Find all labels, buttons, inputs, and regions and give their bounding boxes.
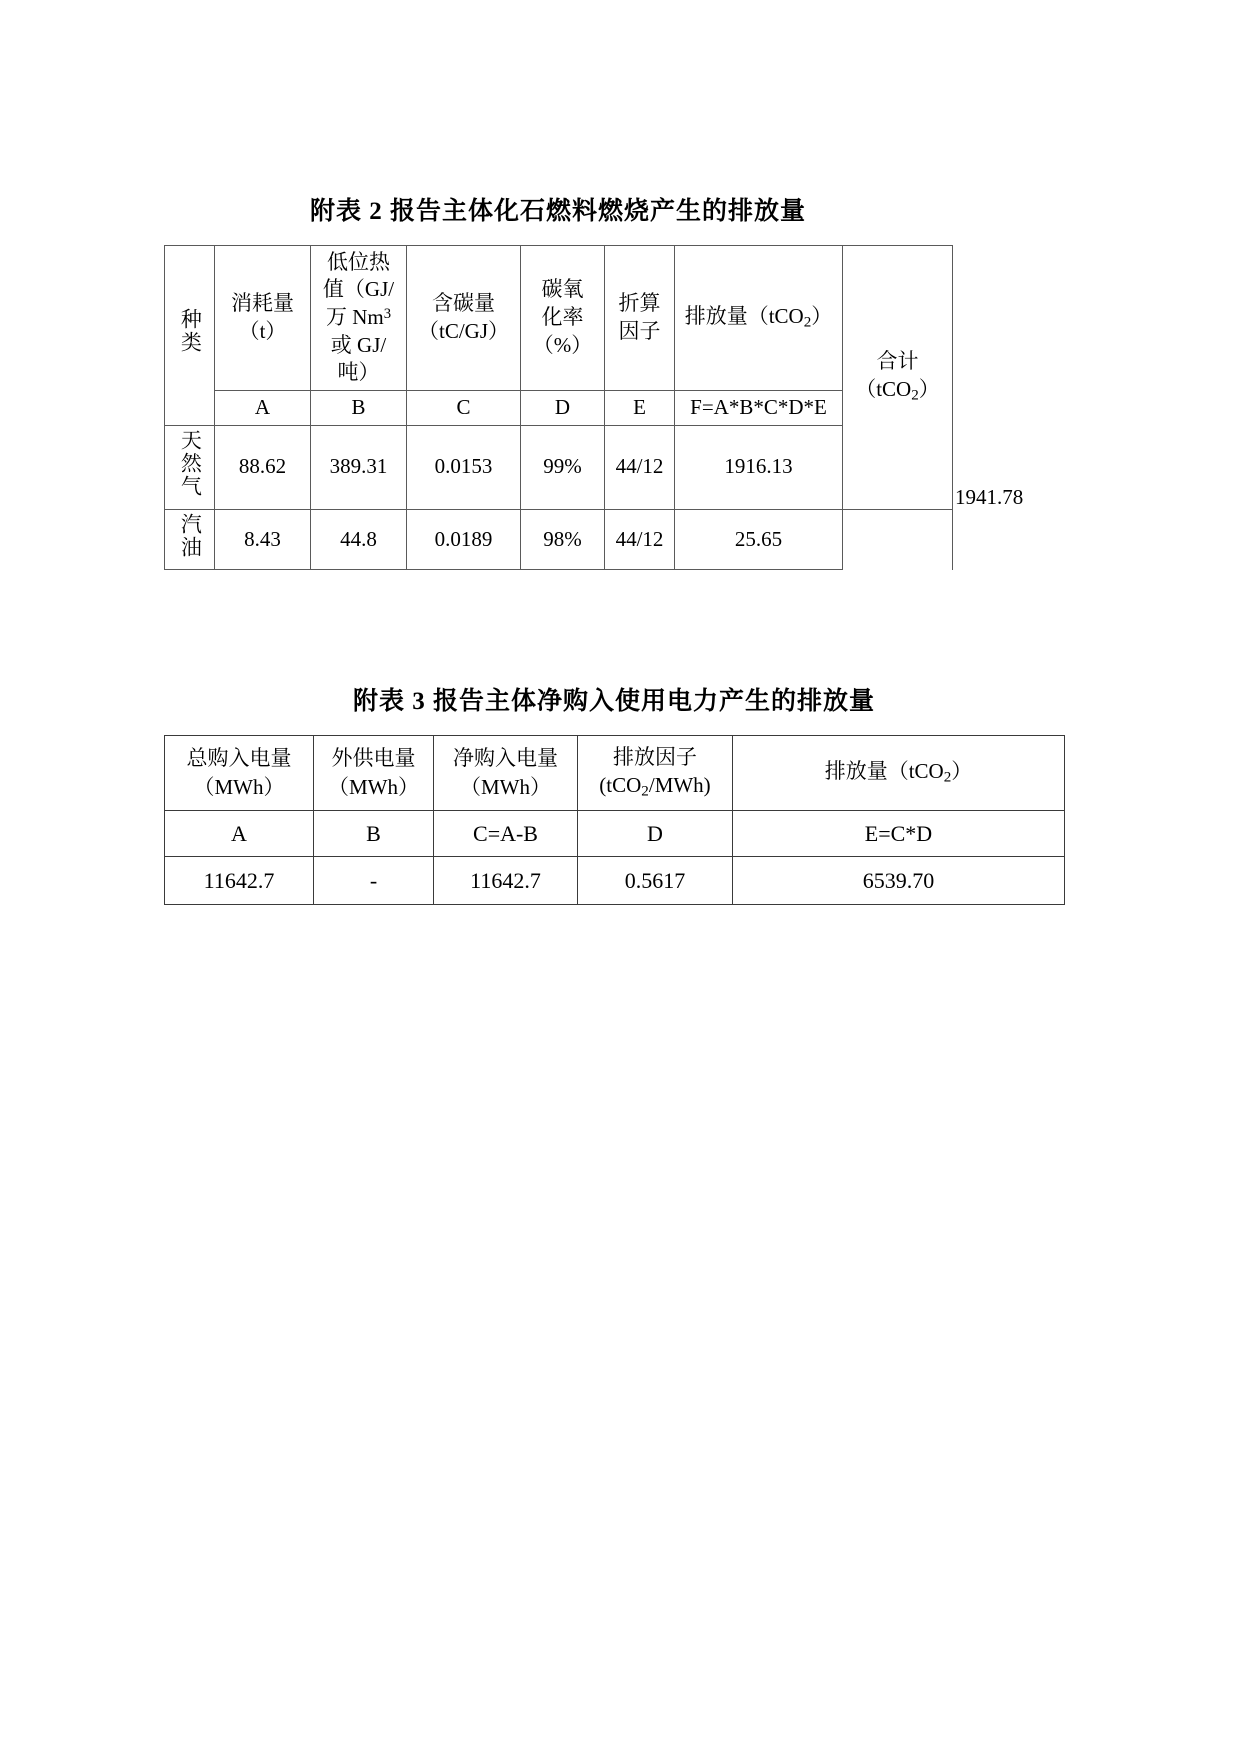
table3-title-prefix: 附表 xyxy=(352,688,405,715)
cell-carbon: 0.0153 xyxy=(407,425,521,509)
header-consumption xyxy=(215,245,311,391)
header-net-purchased-line2: （MWh） xyxy=(460,774,551,799)
header-lhv-line4: 或 GJ/ xyxy=(330,332,387,357)
header-oxidation-line1: 碳氧 xyxy=(541,277,584,302)
code-c: C=A-B xyxy=(434,810,578,856)
header-oxidation-rate xyxy=(521,245,605,391)
table-row: 天然气 88.62 389.31 0.0153 99% 44/12 1916.13 1941.78 xyxy=(165,425,953,509)
header-lhv-line2: 值（GJ/ xyxy=(322,277,395,302)
table3-header-row xyxy=(165,735,1065,810)
header-emissions xyxy=(733,735,1065,810)
header-emissions xyxy=(675,245,843,391)
header-kind xyxy=(165,245,215,425)
header-total-purchased-line1: 总购入电量 xyxy=(186,745,292,770)
header-total-purchased-electricity xyxy=(165,735,314,810)
header-emissions-pre: 排放量（tCO xyxy=(684,303,804,328)
code-d: D xyxy=(521,391,605,426)
cell-net-purchased: 11642.7 xyxy=(434,856,578,904)
code-b: B xyxy=(311,391,407,426)
table2-title-number: 2 xyxy=(369,198,383,225)
code-b: B xyxy=(314,810,434,856)
header-net-purchased-electricity xyxy=(434,735,578,810)
code-c: C xyxy=(407,391,521,426)
header-consumption-line2: （t） xyxy=(238,318,287,343)
cell-external-supply: - xyxy=(314,856,434,904)
table2-title-text: 报告主体化石燃料燃烧产生的排放量 xyxy=(390,198,807,225)
cell-emission: 1916.13 xyxy=(675,425,843,509)
table3-title xyxy=(164,686,1064,719)
header-carbon-content xyxy=(407,245,521,391)
header-oxidation-line3: （%） xyxy=(532,332,593,357)
header-total-line1: 合计 xyxy=(876,349,919,374)
header-factor-line2: 因子 xyxy=(618,318,661,343)
header-emission-factor-sub: 2 xyxy=(641,783,649,800)
header-consumption-line1: 消耗量 xyxy=(231,291,294,316)
table2-code-row xyxy=(165,391,953,426)
code-e: E=C*D xyxy=(733,810,1065,856)
header-carbon-line1: 含碳量 xyxy=(432,291,495,316)
header-total-sub: 2 xyxy=(911,387,919,404)
code-f: F=A*B*C*D*E xyxy=(675,391,843,426)
cell-total-purchased: 11642.7 xyxy=(165,856,314,904)
header-oxidation-line2: 化率 xyxy=(541,304,584,329)
table-row xyxy=(165,856,1065,904)
cell-oxidation: 98% xyxy=(521,509,605,570)
header-emissions-sub: 2 xyxy=(943,769,952,786)
table2-title xyxy=(164,196,952,229)
row-kind-gasoline-label: 汽油 xyxy=(178,512,203,559)
table2-title-prefix: 附表 xyxy=(309,198,362,225)
header-emissions-post: ） xyxy=(811,303,833,328)
row-kind-natural-gas xyxy=(165,425,215,509)
header-emission-factor-line1: 排放因子 xyxy=(613,744,697,769)
cell-lhv: 44.8 xyxy=(311,509,407,570)
header-emissions-post: ） xyxy=(951,758,973,783)
row-kind-natural-gas-label: 天然气 xyxy=(178,428,203,498)
header-conversion-factor xyxy=(605,245,675,391)
table2-header-row xyxy=(165,245,953,391)
header-emission-factor xyxy=(578,735,733,810)
header-total xyxy=(843,245,953,509)
header-lower-heating-value xyxy=(311,245,407,391)
cell-emission: 6539.70 xyxy=(733,856,1065,904)
header-external-supply-line1: 外供电量 xyxy=(331,745,416,770)
cell-lhv: 389.31 xyxy=(311,425,407,509)
table3-code-row xyxy=(165,810,1065,856)
table2-section xyxy=(164,196,1024,570)
cell-consumption: 8.43 xyxy=(215,509,311,570)
header-factor-line1: 折算 xyxy=(618,291,661,316)
cell-emission-factor: 0.5617 xyxy=(578,856,733,904)
code-e: E xyxy=(605,391,675,426)
cell-factor: 44/12 xyxy=(605,425,675,509)
code-a: A xyxy=(165,810,314,856)
cell-factor: 44/12 xyxy=(605,509,675,570)
header-external-supply-electricity xyxy=(314,735,434,810)
header-lhv-line1: 低位热 xyxy=(327,249,390,274)
header-lhv-line3: 万 Nm$^3$ xyxy=(325,304,392,329)
cell-emission: 25.65 xyxy=(675,509,843,570)
table3-section xyxy=(164,686,1064,905)
table-row xyxy=(165,509,953,570)
table3-title-text: 报告主体净购入使用电力产生的排放量 xyxy=(433,688,876,715)
header-emission-factor-line2: (tCO$_2$/MWh) xyxy=(599,773,711,800)
fossil-fuel-emissions-table xyxy=(164,245,1024,571)
header-external-supply-line2: （MWh） xyxy=(328,774,419,799)
row-kind-gasoline xyxy=(165,509,215,570)
header-carbon-line2: （tC/GJ） xyxy=(417,318,509,343)
header-lhv-superscript: 3 xyxy=(383,305,392,322)
header-lhv-line5: 吨） xyxy=(337,360,380,385)
code-d: D xyxy=(578,810,733,856)
header-net-purchased-line1: 净购入电量 xyxy=(453,745,558,770)
code-a: A xyxy=(215,391,311,426)
header-emissions-sub: 2 xyxy=(803,313,812,330)
cell-oxidation: 99% xyxy=(521,425,605,509)
cell-consumption: 88.62 xyxy=(215,425,311,509)
header-total-line2: （tCO$_2$） xyxy=(855,376,940,404)
header-emissions-pre: 排放量（tCO xyxy=(824,758,944,783)
cell-carbon: 0.0189 xyxy=(407,509,521,570)
header-kind-label: 种类 xyxy=(178,308,203,355)
purchased-electricity-emissions-table xyxy=(164,735,1065,905)
header-total-purchased-line2: （MWh） xyxy=(193,774,285,799)
table3-title-number: 3 xyxy=(412,688,426,715)
